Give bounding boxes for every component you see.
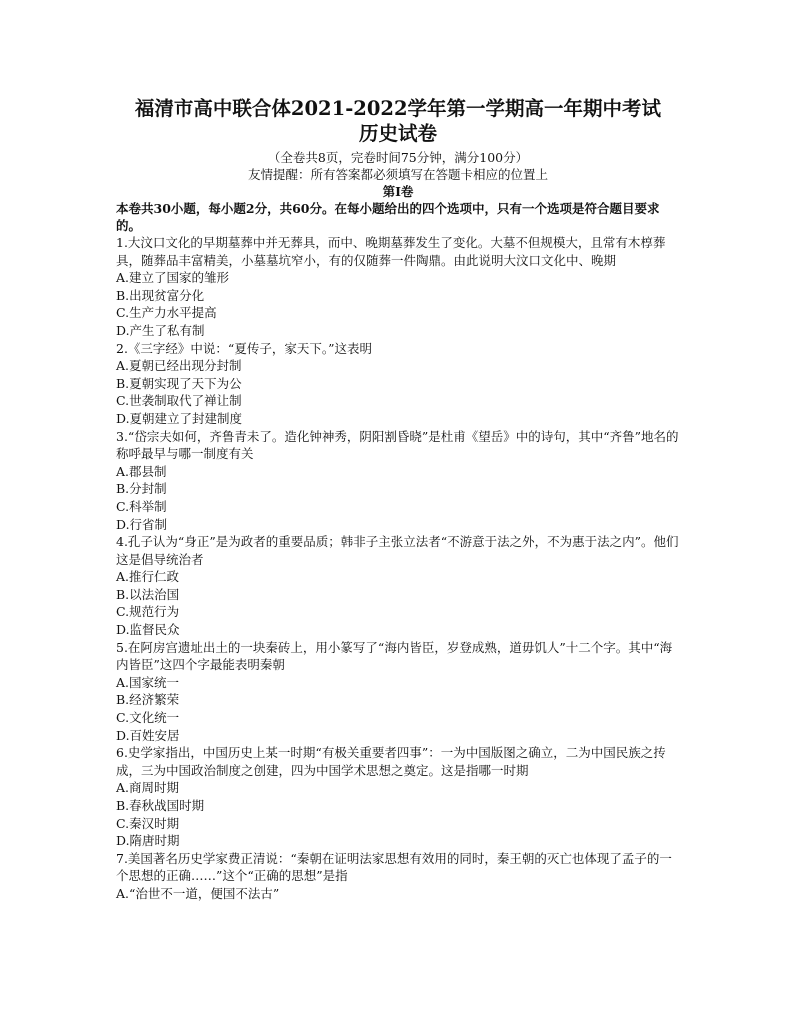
option-c: C.生产力水平提高 — [116, 305, 217, 321]
option-c: C.规范行为 — [116, 604, 180, 620]
option-a: A.郡县制 — [116, 463, 167, 479]
option-d: D.夏朝建立了封建制度 — [116, 410, 243, 426]
option-list — [116, 674, 680, 744]
option-c: C.秦汉时期 — [116, 815, 180, 831]
option-a: A.夏朝已经出现分封制 — [116, 358, 242, 374]
option-b: B.出现贫富分化 — [116, 287, 205, 303]
question-list — [116, 234, 680, 903]
exam-title: 福清市高中联合体2021-2022学年第一学期高一年期中考试 — [134, 97, 662, 120]
option-list — [116, 779, 680, 849]
question-stem: 1.大汶口文化的早期墓葬中并无葬具，而中、晚期墓葬发生了变化。大墓不但规模大，且常有木椁葬具，随葬品丰富精美，小墓墓坑窄小，有的仅随葬一件陶鼎。由此说明大汶口文化中、晚期 — [116, 235, 666, 268]
question-3 — [116, 428, 680, 534]
option-b: B.春秋战国时期 — [116, 798, 205, 813]
question-stem: 2.《三字经》中说：“夏传子，家天下。”这表明 — [116, 340, 372, 356]
option-list — [116, 885, 680, 903]
option-b: B.分封制 — [116, 481, 167, 497]
option-list — [116, 463, 680, 533]
option-a: A.“治世不一道，便国不法古” — [116, 885, 280, 901]
option-a: A.建立了国家的雏形 — [116, 270, 230, 286]
question-2 — [116, 340, 680, 428]
option-c: C.文化统一 — [116, 710, 180, 726]
option-b: B.经济繁荣 — [116, 692, 180, 708]
option-list — [116, 568, 680, 638]
option-c: C.世袭制取代了禅让制 — [116, 393, 242, 409]
exam-reminder: 友情提醒：所有答案都必须填写在答题卡相应的位置上 — [247, 167, 548, 182]
exam-page — [116, 96, 680, 903]
option-d: D.百姓安居 — [116, 727, 180, 743]
exam-subject: 历史试卷 — [358, 122, 437, 145]
question-stem: 5.在阿房宫遗址出土的一块秦砖上，用小篆写了“海内皆臣，岁登成熟，道毋饥人”十二个字。其中“海内皆臣”这四个字最能表明秦朝 — [116, 639, 673, 673]
option-d: D.行省制 — [116, 516, 168, 532]
option-a: A.国家统一 — [116, 674, 180, 690]
question-stem: 3.“岱宗夫如何，齐鲁青未了。造化钟神秀，阴阳割昏晓”是杜甫《望岳》中的诗句，其中“齐鲁”地名的称呼最早与哪一制度有关 — [116, 428, 679, 462]
question-stem: 7.美国著名历史学家费正清说：“秦朝在证明法家思想有效用的同时，秦王朝的灭亡也体现了孟子的一个思想的正确……”这个“正确的思想”是指 — [116, 850, 672, 884]
volume-heading: 第I卷 — [382, 184, 414, 199]
option-d: D.隋唐时期 — [116, 833, 180, 849]
option-c: C.科举制 — [116, 498, 167, 514]
option-a: A.商周时期 — [116, 780, 180, 796]
option-list — [116, 269, 680, 339]
option-a: A.推行仁政 — [116, 569, 180, 585]
question-6 — [116, 744, 680, 850]
section-instructions: 本卷共30小题，每小题2分，共60分。在每小题给出的四个选项中，只有一个选项是符合题目要求的。 — [116, 201, 660, 233]
option-b: B.以法治国 — [116, 586, 180, 602]
option-list — [116, 357, 680, 427]
exam-info: （全卷共8页，完卷时间75分钟，满分100分） — [267, 150, 529, 165]
option-b: B.夏朝实现了天下为公 — [116, 375, 242, 391]
question-5 — [116, 639, 680, 745]
question-4 — [116, 533, 680, 639]
option-d: D.产生了私有制 — [116, 322, 205, 338]
question-stem: 6.史学家指出，中国历史上某一时期“有极关重要者四事”：一为中国版图之确立，二为中国民族之抟成，三为中国政治制度之创建，四为中国学术思想之奠定。这是指哪一时期 — [116, 745, 666, 778]
question-7 — [116, 850, 680, 903]
option-d: D.监督民众 — [116, 622, 180, 638]
question-stem: 4.孔子认为“身正”是为政者的重要品质；韩非子主张立法者“不游意于法之外，不为惠于法之内”。他们这是倡导统治者 — [116, 534, 679, 567]
question-1 — [116, 234, 680, 340]
